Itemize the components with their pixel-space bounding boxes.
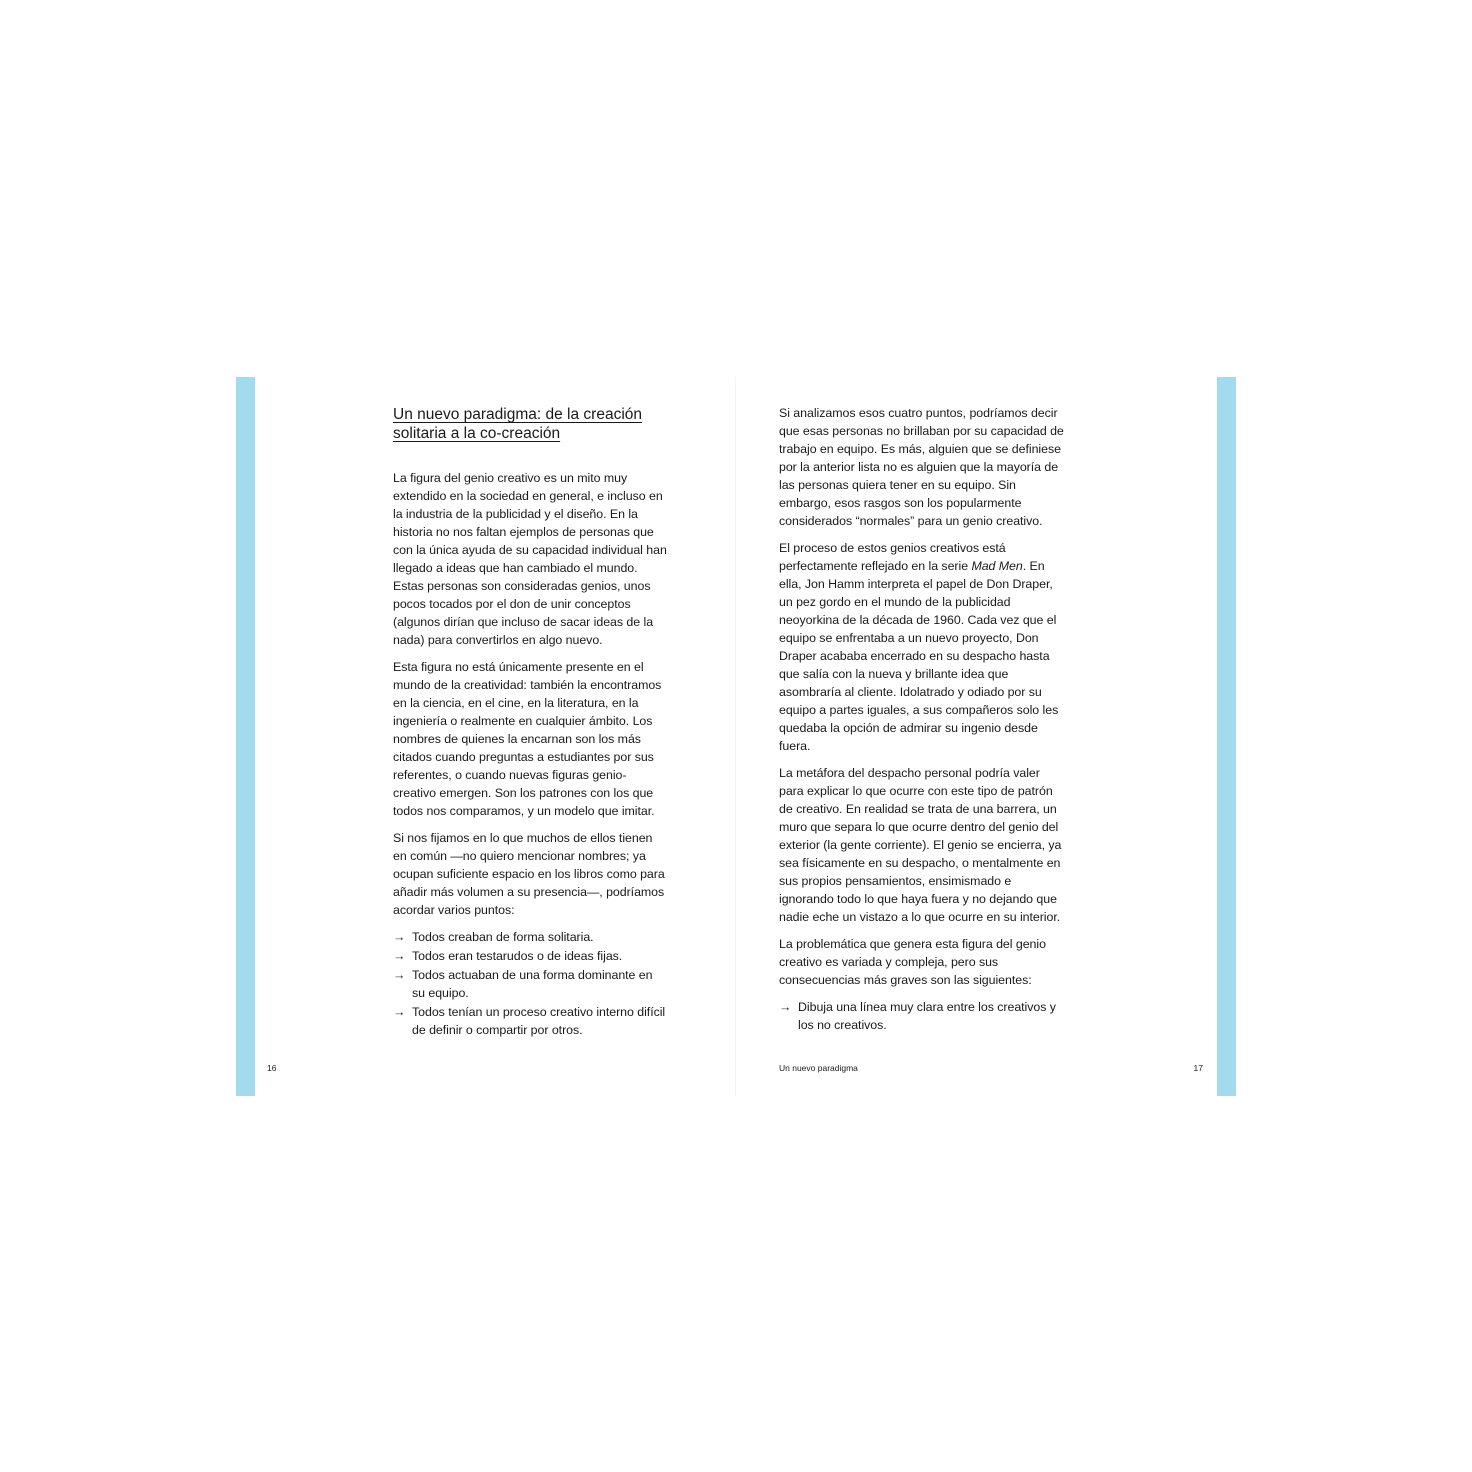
right-color-band: [1217, 377, 1236, 1096]
paragraph: Si analizamos esos cuatro puntos, podríamos decir que esas personas no brillaban por su capacidad de trabajo en equipo. Es más, alguien que se definiese por la anterior lista no es alguien que la mayoría de las personas quiera tener en su equipo. Sin embargo, esos rasgos son los popularmente considerados “normales” para un genio creativo.: [779, 406, 1064, 528]
paragraph: La figura del genio creativo es un mito muy extendido en la sociedad en general, e incluso en la industria de la publicidad y el diseño. En la historia no nos faltan ejemplos de personas que con la única ayuda de su capacidad individual han llegado a ideas que han cambiado el mundo. Estas personas son consideradas genios, unos pocos tocados por el don de unir conceptos (algunos dirían que incluso de sacar ideas de la nada) para convertirlos en algo nuevo.: [393, 471, 667, 647]
right-text-column: [779, 404, 1064, 1035]
paragraph: La problemática que genera esta figura del genio creativo es variada y compleja, pero sus consecuencias más graves son las siguientes:: [779, 937, 1046, 987]
page-number-left: 16: [267, 1063, 277, 1073]
paragraph-text: El proceso de estos genios creativos está perfectamente reflejado en la serie: [779, 541, 1006, 573]
list-item-text: Todos actuaban de una forma dominante en su equipo.: [412, 968, 653, 1000]
list-item: [393, 1003, 668, 1039]
arrow-right-icon: →: [393, 968, 406, 982]
list-item-text: Todos tenían un proceso creativo interno difícil de definir o compartir por otros.: [412, 1005, 666, 1037]
list-item: [779, 998, 1064, 1034]
list-item-text: Todos eran testarudos o de ideas fijas.: [412, 949, 623, 963]
page-number-right: 17: [1193, 1063, 1203, 1073]
paragraph-text: . En ella, Jon Hamm interpreta el papel de Don Draper, un pez gordo en el mundo de la publicidad neoyorkina de la década de 1960. Cada vez que el equipo se enfrentaba a un nuevo proyecto, Don Draper acababa encerrado en su despacho hasta que salía con la nueva y brillante idea que asombraría al cliente. Idolatrado y odiado por su equipo a partes iguales, a sus compañeros solo les quedaba la opción de admirar su ingenio desde fuera.: [779, 559, 1059, 753]
paragraph: La metáfora del despacho personal podría valer para explicar lo que ocurre con este tipo de patrón de creativo. En realidad se trata de una barrera, un muro que separa lo que ocurre dentro del genio del exterior (la gente corriente). El genio se encierra, ya sea físicamente en su despacho, o mentalmente en sus propios pensamientos, ensimismado e ignorando todo lo que haya fuera y no dejando que nadie eche un vistazo a lo que ocurre en su interior.: [779, 766, 1062, 924]
arrow-right-icon: →: [779, 1000, 792, 1014]
book-spread: [236, 377, 1236, 1096]
left-page: [255, 377, 736, 1096]
bullet-list: [393, 928, 668, 1039]
list-item: [393, 947, 668, 965]
left-color-band: [236, 377, 255, 1096]
arrow-right-icon: →: [393, 930, 406, 944]
chapter-heading: Un nuevo paradigma: de la creación solitaria a la co-creación: [393, 406, 643, 442]
series-title: Mad Men: [971, 559, 1023, 573]
arrow-right-icon: →: [393, 949, 406, 963]
bullet-list: [779, 998, 1064, 1034]
paragraph: [779, 539, 1064, 755]
list-item: [393, 966, 668, 1002]
paragraph: Esta figura no está únicamente presente en el mundo de la creatividad: también la encontramos en la ciencia, en el cine, en la literatura, en la ingeniería o realmente en cualquier ámbito. Los nombres de quienes la encarnan son los más citados cuando preguntas a estudiantes por sus referentes, o cuando nuevas figuras genio-creativo emergen. Son los patrones con los que todos nos comparamos, y un modelo que imitar.: [393, 660, 662, 818]
left-text-column: [393, 469, 668, 1040]
list-item-text: Todos creaban de forma solitaria.: [412, 930, 594, 944]
list-item: [393, 928, 668, 946]
running-footer: Un nuevo paradigma: [779, 1063, 858, 1073]
list-item-text: Dibuja una línea muy clara entre los creativos y los no creativos.: [798, 1000, 1056, 1032]
right-page: [736, 377, 1217, 1096]
arrow-right-icon: →: [393, 1005, 406, 1019]
paragraph: Si nos fijamos en lo que muchos de ellos tienen en común —no quiero mencionar nombres; ya ocupan suficiente espacio en los libros como para añadir más volumen a su presencia—, podríamos acordar varios puntos:: [393, 831, 665, 917]
